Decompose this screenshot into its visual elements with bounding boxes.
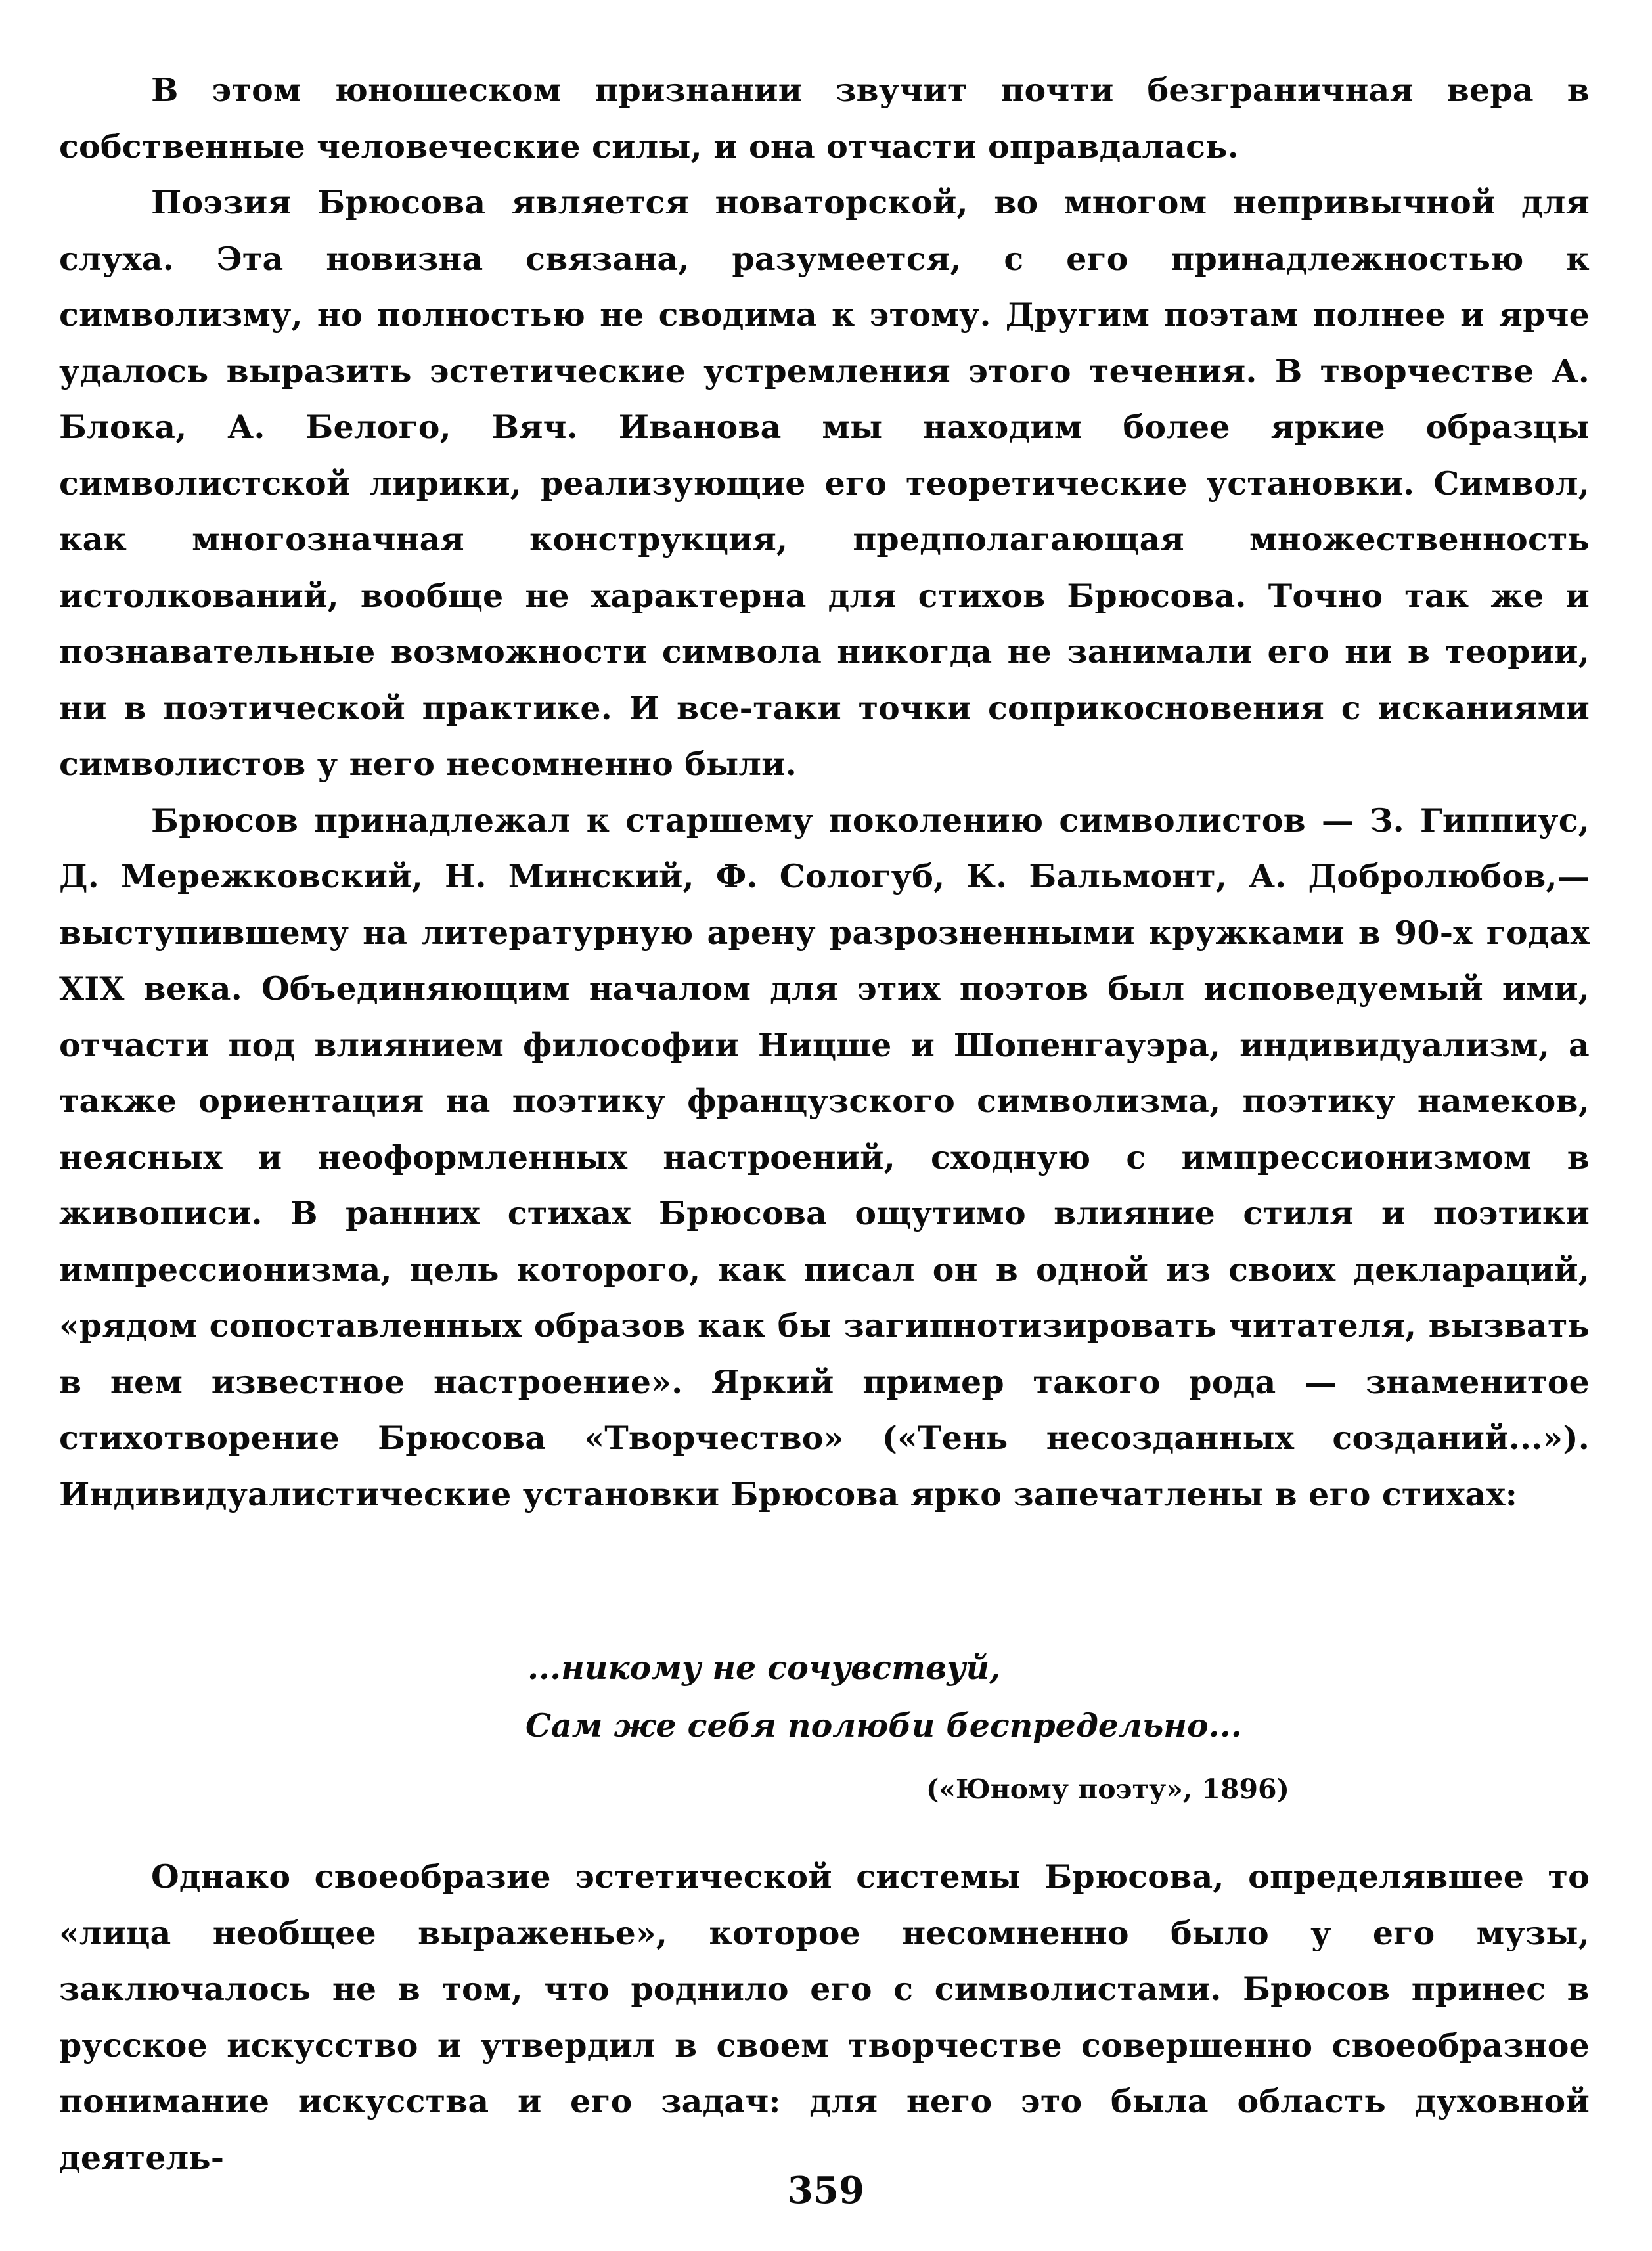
body-text-top [59, 62, 1590, 1523]
paragraph-1: В этом юношеском признании звучит почти безграничная вера в собственные человеческие силы, и она отчасти оправдалась. [59, 71, 1590, 166]
paragraph-3: Брюсов принадлежал к старшему поколению символистов — З. Гиппиус, Д. Мережковский, Н. Минский, Ф. Сологуб, К. Бальмонт, А. Добролюбов,— выступившему на литературную арену разрозненными кружками в 90-х годах XIX века. Объединяющим началом для этих поэтов был исповедуемый ими, отчасти под влиянием философии Ницше и Шопенгауэра, индивидуализм, а также ориентация на поэтику французского символизма, поэтику намеков, неясных и неоформленных настроений, сходную с импрессионизмом в живописи. В ранних стихах Брюсова ощутимо влияние стиля и поэтики импрессионизма, цель которого, как писал он в одной из своих деклараций, «рядом сопоставленных образов как бы загипнотизировать читателя, вызвать в нем известное настроение». Яркий пример такого рода — знаменитое стихотворение Брюсова «Творчество» («Тень несозданных созданий...»). Индивидуалистические установки Брюсова ярко запечатлены в его стихах: [59, 801, 1590, 1513]
page-number: 359 [788, 2169, 864, 2212]
paragraph-4: Однако своеобразие эстетической системы Брюсова, определявшее то «лица необщее выраженье», которое несомненно было у его музы, заключалось не в том, что роднило его с символистами. Брюсов принес в русское искусство и утвердил в своем творчестве совершенно своеобразное понимание искусства и его задач: для него это была область духовной деятель- [59, 1858, 1590, 2177]
paragraph-2: Поэзия Брюсова является новаторской, во многом непривычной для слуха. Эта новизна связана, разумеется, с его принадлежностью к символизму, но полностью не сводима к этому. Другим поэтам полнее и ярче удалось выразить эстетические устремления этого течения. В творчестве А. Блока, А. Белого, Вяч. Иванова мы находим более яркие образцы символистской лирики, реализующие его теоретические установки. Символ, как многозначная конструкция, предполагающая множественность истолкований, вообще не характерна для стихов Брюсова. Точно так же и познавательные возможности символа никогда не занимали его ни в теории, ни в поэтической практике. И все-таки точки соприкосновения с исканиями символистов у него несомненно были. [59, 183, 1590, 783]
verse-citation: («Юному поэту», 1896) [926, 1773, 1289, 1805]
body-text-bottom [59, 1849, 1590, 2186]
verse-quote [525, 1639, 1242, 1754]
verse-line-2: Сам же себя полюби беспредельно... [525, 1706, 1242, 1745]
verse-line-1: ...никому не сочувствуй, [527, 1649, 1001, 1687]
